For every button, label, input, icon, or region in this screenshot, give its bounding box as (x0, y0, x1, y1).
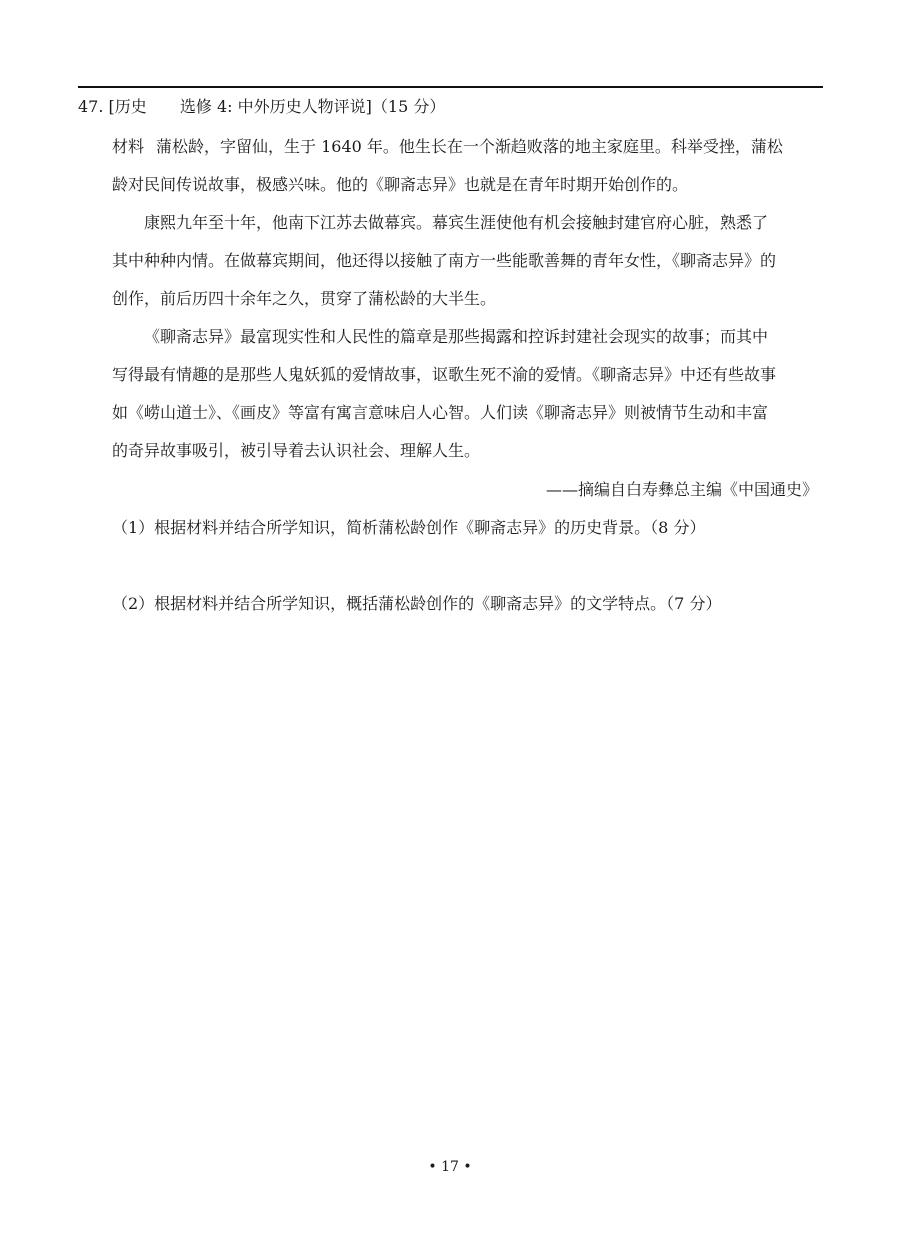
material-source: ——摘编自白寿彝总主编《中国通史》 (545, 480, 818, 499)
question-title (78, 97, 445, 117)
top-divider (78, 86, 823, 88)
material-line: 写得最有情趣的是那些人鬼妖狐的爱情故事，讴歌生死不渝的爱情。《聊斋志异》中还有些故事 (112, 365, 777, 384)
material-line: 龄对民间传说故事，极感兴味。他的《聊斋志异》也就是在青年时期开始创作的。 (112, 175, 689, 194)
module-title: 中外历史人物评说] (237, 97, 372, 116)
sub-question-2: （2）根据材料并结合所学知识，概括蒲松龄创作的《聊斋志异》的文学特点。（7 分） (112, 594, 722, 613)
material-line: 《聊斋志异》最富现实性和人民性的篇章是那些揭露和控诉封建社会现实的故事；而其中 (144, 327, 769, 346)
question-score: （15 分） (371, 97, 446, 116)
material-line: 的奇异故事吸引，被引导着去认识社会、理解人生。 (112, 441, 481, 460)
material-line: 材料 蒲松龄，字留仙，生于 1640 年。他生长在一个渐趋败落的地主家庭里。科举受挫，蒲松 (112, 137, 783, 156)
module-label: 选修 4: (179, 97, 233, 116)
material-line: 康熙九年至十年，他南下江苏去做幕宾。幕宾生涯使他有机会接触封建官府心脏，熟悉了 (144, 213, 769, 232)
material-line: 其中种种内情。在做幕宾期间，他还得以接触了南方一些能歌善舞的青年女性，《聊斋志异》的 (112, 251, 777, 270)
question-number: 47. (78, 97, 104, 116)
material-line: 如《崂山道士》、《画皮》等富有寓言意味启人心智。人们读《聊斋志异》则被情节生动和丰富 (112, 403, 769, 422)
subject-label: [历史 (108, 97, 147, 116)
sub-question-1: （1）根据材料并结合所学知识，简析蒲松龄创作《聊斋志异》的历史背景。（8 分） (112, 518, 706, 537)
material-line: 创作，前后历四十余年之久，贯穿了蒲松龄的大半生。 (112, 289, 497, 308)
material-label: 材料 (112, 137, 145, 156)
page-number: • 17 • (428, 1159, 472, 1175)
